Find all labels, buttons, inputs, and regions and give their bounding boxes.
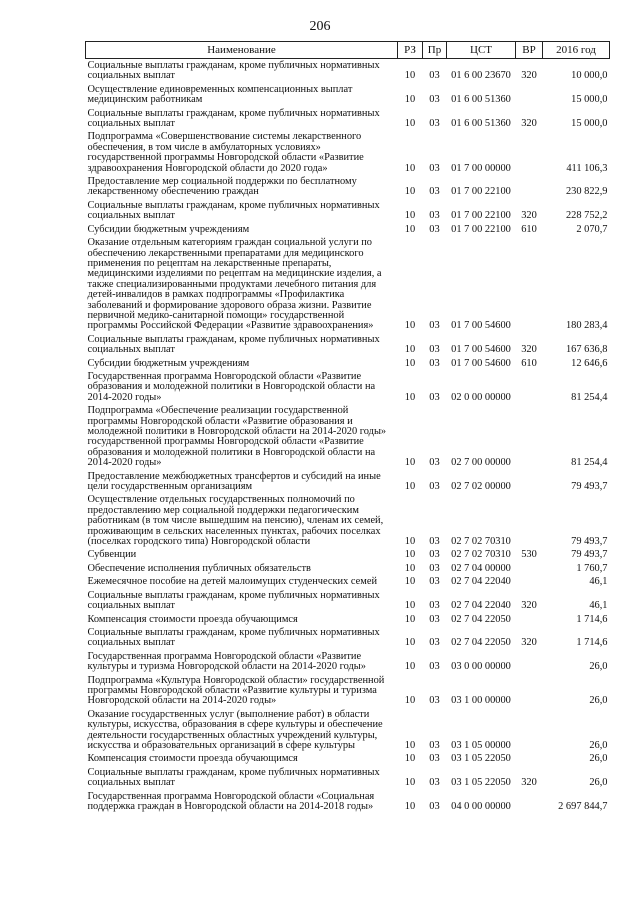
table-row	[86, 370, 610, 404]
row-value: 26,0	[589, 739, 608, 751]
row-name: Социальные выплаты гражданам, кроме публичных нормативных социальных выплат	[87, 766, 380, 789]
row-pr: 03	[429, 536, 440, 548]
row-value: 411 106,3	[566, 162, 608, 174]
row-value: 1 714,6	[576, 637, 608, 649]
row-cst: 01 6 00 51360	[451, 94, 511, 106]
row-name: Субсидии бюджетным учреждениям	[87, 223, 250, 235]
table-row	[86, 626, 610, 650]
row-vr	[516, 708, 543, 753]
row-value: 1 714,6	[576, 613, 608, 625]
row-pr: 03	[429, 94, 440, 106]
row-vr	[516, 575, 543, 588]
row-pr: 03	[429, 357, 440, 369]
row-value: 15 000,0	[571, 118, 608, 130]
row-name: Субсидии бюджетным учреждениям	[87, 357, 250, 369]
row-rz: 10	[404, 481, 416, 493]
table-row	[86, 575, 610, 588]
header-name: Наименование	[86, 42, 398, 59]
row-rz: 10	[404, 777, 416, 789]
row-name: Государственная программа Новгородской области «Социальная поддержка граждан в Новгородской области на 2014-2018 годы»	[87, 790, 375, 812]
row-vr	[516, 674, 543, 708]
row-vr	[516, 752, 543, 765]
table-row	[86, 674, 610, 708]
row-rz: 10	[404, 613, 416, 625]
row-cst: 01 7 00 22100	[451, 186, 511, 198]
row-pr: 03	[429, 70, 440, 82]
row-name: Субвенции	[87, 549, 137, 561]
table-row	[86, 333, 610, 357]
row-name: Государственная программа Новгородской области «Развитие образования и молодежной политики в Новгородской области на 2014-2020 годы»	[87, 370, 376, 403]
row-vr: 320	[521, 210, 537, 222]
budget-table	[85, 41, 610, 813]
table-row	[86, 357, 610, 370]
row-cst: 03 0 00 00000	[451, 661, 511, 673]
row-cst: 01 6 00 51360	[451, 118, 511, 130]
row-vr	[516, 236, 543, 333]
row-name: Ежемесячное пособие на детей малоимущих студенческих семей	[87, 576, 378, 588]
table-row	[86, 59, 610, 83]
row-cst: 01 7 00 22100	[451, 210, 511, 222]
row-vr: 320	[521, 70, 537, 82]
table-row	[86, 752, 610, 765]
table-row	[86, 199, 610, 223]
table-row	[86, 613, 610, 626]
row-vr: 610	[521, 357, 537, 369]
row-pr: 03	[429, 549, 440, 561]
row-pr: 03	[429, 576, 440, 588]
row-rz: 10	[404, 186, 416, 198]
row-name: Предоставление мер социальной поддержки по бесплатному лекарственному обеспечению граждан	[87, 176, 357, 198]
row-pr: 03	[429, 600, 440, 612]
row-rz: 10	[404, 457, 416, 469]
row-vr	[516, 650, 543, 674]
row-value: 26,0	[589, 661, 608, 673]
row-rz: 10	[404, 94, 416, 106]
row-value: 10 000,0	[571, 70, 608, 82]
row-name: Социальные выплаты гражданам, кроме публичных нормативных социальных выплат	[87, 60, 380, 82]
row-name: Компенсация стоимости проезда обучающимся	[87, 753, 298, 765]
row-name: Социальные выплаты гражданам, кроме публичных нормативных социальных выплат	[87, 107, 380, 130]
row-pr: 03	[429, 562, 440, 574]
row-name: Социальные выплаты гражданам, кроме публичных нормативных социальных выплат	[87, 589, 380, 612]
row-cst: 02 7 00 00000	[451, 457, 511, 469]
row-value: 79 493,7	[571, 481, 608, 493]
row-pr: 03	[429, 457, 440, 469]
row-name: Осуществление отдельных государственных полномочий по предоставлению мер социальной поддержки педагогическим работникам (в том числе вышедшим на пенсию), членам их семей, проживающим в сельских населенных пунктах, рабочих поселках (поселках городского типа) Новгородской области	[87, 494, 384, 548]
row-value: 46,1	[589, 576, 608, 588]
row-vr: 320	[521, 637, 537, 649]
row-vr: 530	[521, 549, 537, 561]
row-cst: 01 7 00 00000	[451, 162, 511, 174]
row-vr	[516, 493, 543, 548]
table-row	[86, 766, 610, 790]
row-pr: 03	[429, 739, 440, 751]
table-row	[86, 548, 610, 561]
row-pr: 03	[429, 753, 440, 765]
row-value: 1 760,7	[576, 562, 608, 574]
row-rz: 10	[404, 576, 416, 588]
row-value: 79 493,7	[571, 549, 608, 561]
row-cst: 02 7 04 22050	[451, 613, 511, 625]
row-cst: 02 7 04 22040	[451, 600, 511, 612]
row-vr	[516, 613, 543, 626]
row-rz: 10	[404, 536, 416, 548]
row-cst: 02 7 04 22040	[451, 576, 511, 588]
row-cst: 02 7 04 22050	[451, 637, 511, 649]
row-name: Оказание отдельным категориям граждан социальной услуги по обеспечению лекарственными препаратами для медицинского применения по рецептам на лекарственные препараты, медицинскими изделиями по рецептам на медицинские изделия, а также специализированными продуктами лечебного питания для детей-инвалидов в рамках подпрограммы «Профилактика заболеваний и формирование здорового образа жизни. Развитие первичной медико-санитарной помощи» государственной программы Российской Федерации «Развитие здравоохранения»	[87, 237, 382, 332]
row-vr	[516, 404, 543, 469]
row-value: 230 822,9	[565, 186, 608, 198]
row-pr: 03	[429, 162, 440, 174]
row-rz: 10	[404, 391, 416, 403]
row-vr	[516, 83, 543, 107]
page-number: 206	[309, 19, 331, 34]
table-body	[86, 59, 610, 814]
row-rz: 10	[404, 600, 416, 612]
row-pr: 03	[429, 344, 440, 356]
row-value: 15 000,0	[571, 94, 608, 106]
table-row	[86, 562, 610, 575]
row-value: 180 283,4	[565, 320, 608, 332]
row-cst: 03 1 05 22050	[451, 777, 511, 789]
row-value: 81 254,4	[571, 391, 608, 403]
table-header-row	[86, 42, 610, 59]
row-rz: 10	[404, 801, 416, 812]
header-cst: ЦСТ	[447, 42, 516, 59]
row-pr: 03	[429, 210, 440, 222]
table-row	[86, 107, 610, 131]
row-pr: 03	[429, 695, 440, 707]
row-vr: 320	[521, 600, 537, 612]
row-cst: 03 1 05 22050	[451, 753, 511, 765]
row-cst: 02 0 00 00000	[451, 391, 511, 403]
row-vr	[516, 130, 543, 175]
row-pr: 03	[429, 186, 440, 198]
row-value: 12 646,6	[571, 357, 608, 369]
header-rz: РЗ	[398, 42, 423, 59]
row-name: Государственная программа Новгородской области «Развитие культуры и туризма Новгородской области на 2014-2020 годы»	[87, 650, 366, 673]
row-name: Предоставление межбюджетных трансфертов и субсидий на иные цели государственным организациям	[87, 470, 381, 493]
row-pr: 03	[429, 661, 440, 673]
row-vr: 320	[521, 344, 537, 356]
row-name: Оказание государственных услуг (выполнение работ) в области культуры, искусства, образования в сфере культуры и обеспечение деятельности государственных областных учреждений культуры, искусства и образовательных организаций в сфере культуры	[87, 708, 383, 751]
header-pr: Пр	[423, 42, 447, 59]
table-row	[86, 175, 610, 199]
row-rz: 10	[404, 562, 416, 574]
row-rz: 10	[404, 549, 416, 561]
row-cst: 01 7 00 22100	[451, 223, 511, 235]
table-row	[86, 493, 610, 548]
row-rz: 10	[404, 661, 416, 673]
row-value: 2 697 844,7	[558, 801, 608, 812]
row-pr: 03	[429, 223, 440, 235]
row-pr: 03	[429, 118, 440, 130]
row-value: 26,0	[589, 695, 608, 707]
row-rz: 10	[404, 223, 416, 235]
row-value: 167 636,8	[565, 344, 608, 356]
row-vr	[516, 790, 543, 814]
row-name: Социальные выплаты гражданам, кроме публичных нормативных социальных выплат	[87, 626, 380, 649]
row-vr: 320	[521, 777, 537, 789]
table-row	[86, 83, 610, 107]
row-rz: 10	[404, 695, 416, 707]
row-value: 79 493,7	[571, 536, 608, 548]
row-cst: 01 7 00 54600	[451, 357, 511, 369]
row-rz: 10	[404, 637, 416, 649]
row-pr: 03	[429, 801, 440, 812]
row-cst: 02 7 04 00000	[451, 562, 511, 574]
row-cst: 03 1 05 00000	[451, 739, 511, 751]
table-row	[86, 790, 610, 814]
row-name: Социальные выплаты гражданам, кроме публичных нормативных социальных выплат	[87, 333, 380, 356]
row-cst: 02 7 02 70310	[451, 536, 511, 548]
row-cst: 04 0 00 00000	[451, 801, 511, 812]
row-name: Подпрограмма «Совершенствование системы лекарственного обеспечения, в том числе в амбулаторных условиях» государственной программы Новгородской области «Развитие здравоохранения Новгородской области до 2020 года»	[87, 131, 364, 174]
row-value: 46,1	[589, 600, 608, 612]
table-row	[86, 236, 610, 333]
row-cst: 03 1 00 00000	[451, 695, 511, 707]
row-vr	[516, 470, 543, 494]
row-rz: 10	[404, 344, 416, 356]
row-value: 228 752,2	[565, 210, 608, 222]
row-vr	[516, 175, 543, 199]
row-value: 26,0	[589, 753, 608, 765]
row-name: Компенсация стоимости проезда обучающимся	[87, 613, 298, 625]
table-row	[86, 404, 610, 469]
row-pr: 03	[429, 391, 440, 403]
header-vr: ВР	[516, 42, 543, 59]
row-rz: 10	[404, 162, 416, 174]
row-rz: 10	[404, 70, 416, 82]
row-cst: 01 6 00 23670	[451, 70, 511, 82]
row-cst: 01 7 00 54600	[451, 320, 511, 332]
row-pr: 03	[429, 481, 440, 493]
row-pr: 03	[429, 320, 440, 332]
row-name: Осуществление единовременных компенсационных выплат медицинским работникам	[87, 83, 353, 106]
table-row	[86, 589, 610, 613]
row-rz: 10	[404, 753, 416, 765]
row-vr	[516, 370, 543, 404]
row-rz: 10	[404, 118, 416, 130]
row-name: Обеспечение исполнения публичных обязательств	[87, 562, 311, 574]
row-vr: 610	[521, 223, 537, 235]
row-value: 26,0	[589, 777, 608, 789]
row-rz: 10	[404, 210, 416, 222]
table-row	[86, 470, 610, 494]
header-year: 2016 год	[543, 42, 610, 59]
table-row	[86, 130, 610, 175]
row-pr: 03	[429, 637, 440, 649]
table-row	[86, 650, 610, 674]
row-name: Подпрограмма «Культура Новгородской области» государственной программы Новгородской области «Развитие культуры и туризма Новгородской области на 2014-2020 годы»	[87, 674, 385, 707]
row-rz: 10	[404, 320, 416, 332]
row-rz: 10	[404, 739, 416, 751]
row-rz: 10	[404, 357, 416, 369]
row-name: Социальные выплаты гражданам, кроме публичных нормативных социальных выплат	[87, 199, 380, 222]
row-vr	[516, 562, 543, 575]
row-value: 2 070,7	[576, 223, 608, 235]
table-row	[86, 708, 610, 753]
row-vr: 320	[521, 118, 537, 130]
row-name: Подпрограмма «Обеспечение реализации государственной программы Новгородской области «Развитие образования и молодежной политики в Новгородской области на 2014-2020 годы» государственной программы Новгородской области «Развитие образования и молодежной политики в Новгородской области на 2014-2020 годы»	[87, 405, 387, 469]
row-cst: 02 7 02 70310	[451, 549, 511, 561]
row-pr: 03	[429, 613, 440, 625]
row-cst: 01 7 00 54600	[451, 344, 511, 356]
row-pr: 03	[429, 777, 440, 789]
row-cst: 02 7 02 00000	[451, 481, 511, 493]
table-row	[86, 223, 610, 236]
row-value: 81 254,4	[571, 457, 608, 469]
